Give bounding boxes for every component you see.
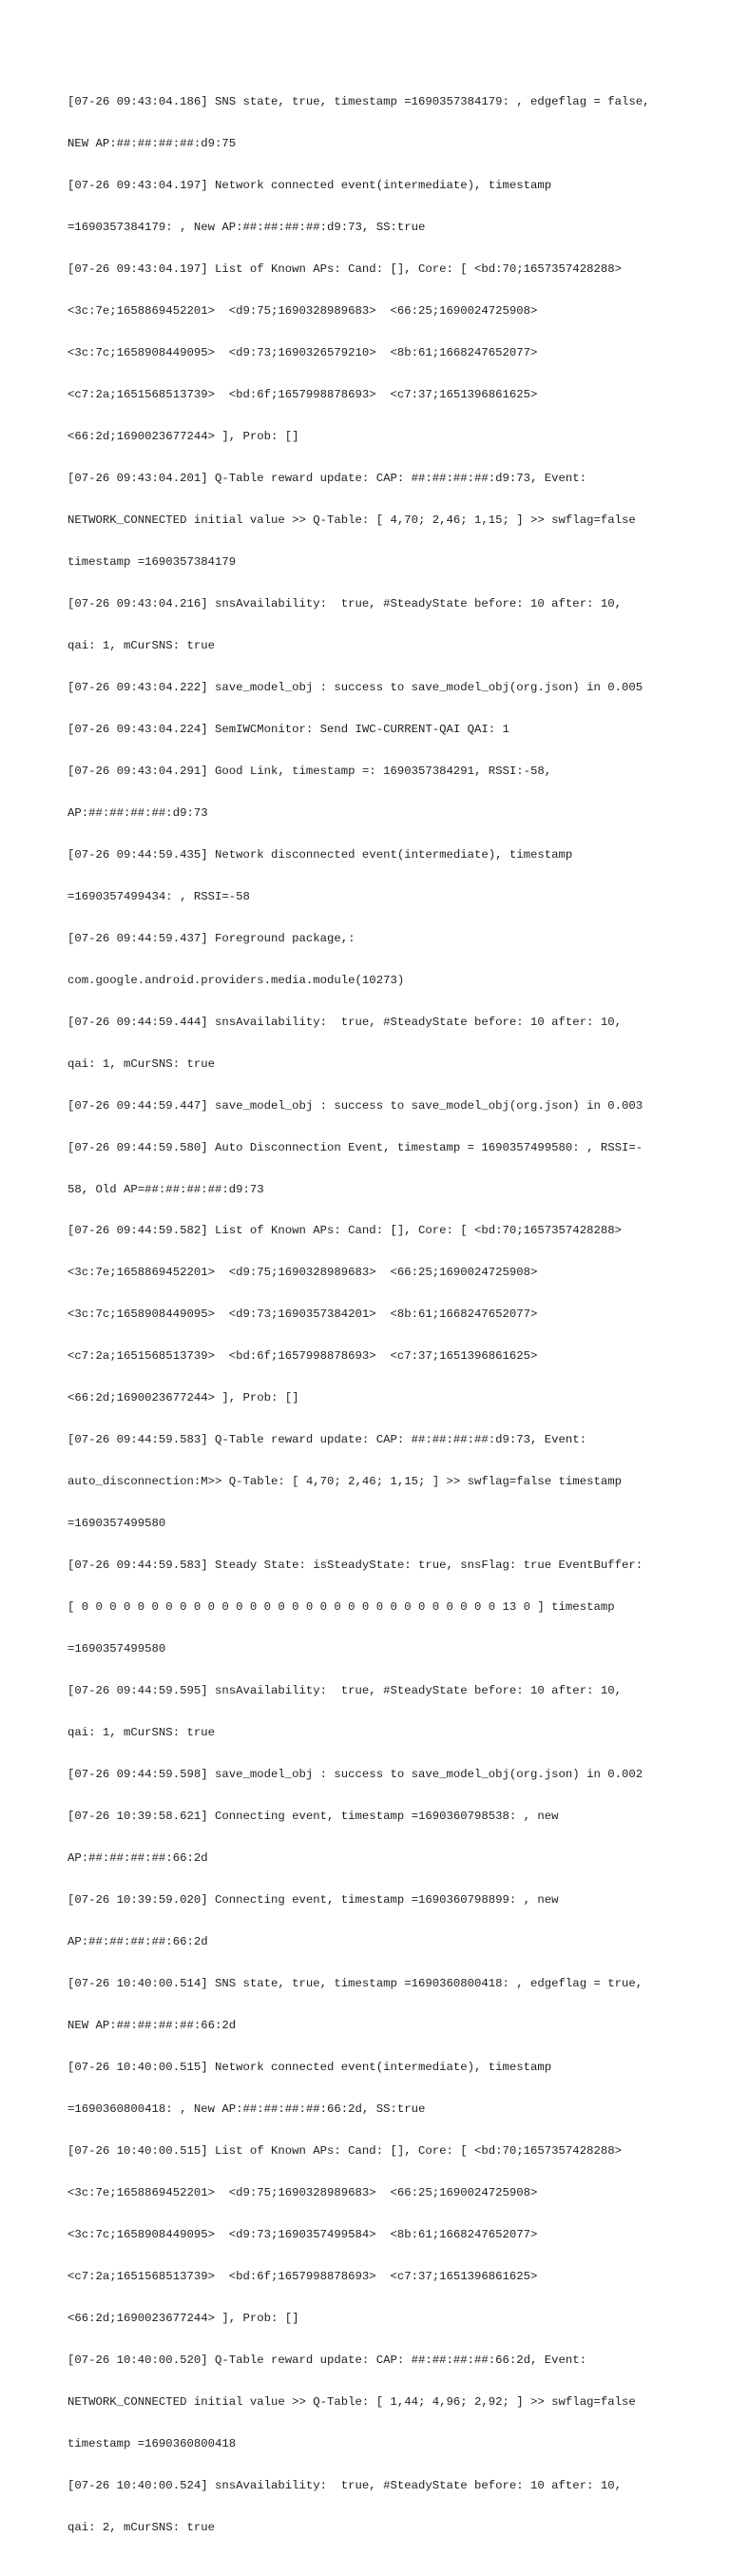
log-line: [07-26 09:44:59.583] Q-Table reward update: CAP: ##:##:##:##:d9:73, Event:	[67, 1433, 587, 1447]
log-line: [ 0 0 0 0 0 0 0 0 0 0 0 0 0 0 0 0 0 0 0 0 0 0 0 0 0 0 0 0 0 0 13 0 ] timestamp	[67, 1600, 615, 1615]
log-line: NEW AP:##:##:##:##:d9:75	[67, 137, 237, 151]
log-line: =1690357499580	[67, 1642, 166, 1656]
log-line: AP:##:##:##:##:66:2d	[67, 1934, 208, 1948]
log-line: <66:2d;1690023677244> ], Prob: []	[67, 1391, 299, 1405]
log-line: [07-26 10:40:00.515] List of Known APs: Cand: [], Core: [ <bd:70;1657357428288>	[67, 2143, 622, 2158]
log-line: timestamp =1690357384179	[67, 554, 237, 569]
log-line: NEW AP:##:##:##:##:66:2d	[67, 2018, 237, 2032]
log-line: [07-26 09:44:59.447] save_model_obj : success to save_model_obj(org.json) in 0.003	[67, 1098, 644, 1113]
log-line: [07-26 09:43:04.222] save_model_obj : success to save_model_obj(org.json) in 0.005	[67, 680, 644, 694]
log-line: qai: 1, mCurSNS: true	[67, 1056, 215, 1071]
log-line: [07-26 09:44:59.582] List of Known APs: Cand: [], Core: [ <bd:70;1657357428288>	[67, 1224, 622, 1238]
log-line: <3c:7e;1658869452201> <d9:75;1690328989683> <66:25;1690024725908>	[67, 1266, 538, 1280]
log-line: qai: 2, mCurSNS: true	[67, 2520, 215, 2534]
log-line: <66:2d;1690023677244> ], Prob: []	[67, 2311, 299, 2325]
log-line: [07-26 09:43:04.291] Good Link, timestamp =: 1690357384291, RSSI:-58,	[67, 764, 552, 778]
log-line: auto_disconnection:M>> Q-Table: [ 4,70; 2,46; 1,15; ] >> swflag=false timestamp	[67, 1475, 622, 1489]
log-line: =1690360800418: , New AP:##:##:##:##:66:2d, SS:true	[67, 2101, 426, 2116]
log-line: NETWORK_CONNECTED initial value >> Q-Table: [ 4,70; 2,46; 1,15; ] >> swflag=false	[67, 513, 636, 527]
log-line: [07-26 09:43:04.186] SNS state, true, timestamp =1690357384179: , edgeflag = false,	[67, 95, 650, 109]
log-line: <3c:7e;1658869452201> <d9:75;1690328989683> <66:25;1690024725908>	[67, 2185, 538, 2199]
log-document	[67, 68, 666, 2576]
log-line: <c7:2a;1651568513739> <bd:6f;1657998878693> <c7:37;1651396861625>	[67, 1349, 538, 1364]
log-line: [07-26 09:44:59.580] Auto Disconnection Event, timestamp = 1690357499580: , RSSI=-	[67, 1140, 644, 1154]
log-line: [07-26 09:44:59.437] Foreground package,:	[67, 931, 355, 945]
log-line: [07-26 09:43:04.197] List of Known APs: Cand: [], Core: [ <bd:70;1657357428288>	[67, 262, 622, 277]
log-line: com.google.android.providers.media.module(10273)	[67, 973, 405, 987]
log-line: =1690357384179: , New AP:##:##:##:##:d9:73, SS:true	[67, 221, 426, 235]
log-line: <c7:2a;1651568513739> <bd:6f;1657998878693> <c7:37;1651396861625>	[67, 2269, 538, 2283]
log-line: [07-26 09:44:59.595] snsAvailability: true, #SteadyState before: 10 after: 10,	[67, 1684, 622, 1698]
log-line: qai: 1, mCurSNS: true	[67, 638, 215, 652]
log-line: [07-26 09:43:04.216] snsAvailability: true, #SteadyState before: 10 after: 10,	[67, 596, 622, 610]
log-line: =1690357499580	[67, 1517, 166, 1531]
log-line: [07-26 09:43:04.201] Q-Table reward update: CAP: ##:##:##:##:d9:73, Event:	[67, 472, 587, 486]
log-line: timestamp =1690360800418	[67, 2436, 237, 2450]
log-line: AP:##:##:##:##:66:2d	[67, 1851, 208, 1865]
log-line: =1690357499434: , RSSI=-58	[67, 889, 250, 903]
log-line: [07-26 09:43:04.224] SemIWCMonitor: Send IWC-CURRENT-QAI QAI: 1	[67, 722, 509, 736]
log-line: [07-26 09:43:04.197] Network connected event(intermediate), timestamp	[67, 179, 552, 193]
log-line: <3c:7e;1658869452201> <d9:75;1690328989683> <66:25;1690024725908>	[67, 304, 538, 319]
log-line: <c7:2a;1651568513739> <bd:6f;1657998878693> <c7:37;1651396861625>	[67, 388, 538, 402]
log-line: AP:##:##:##:##:d9:73	[67, 805, 208, 820]
log-line: NETWORK_CONNECTED initial value >> Q-Table: [ 1,44; 4,96; 2,92; ] >> swflag=false	[67, 2394, 636, 2409]
log-line: qai: 1, mCurSNS: true	[67, 1726, 215, 1740]
log-line: 58, Old AP=##:##:##:##:d9:73	[67, 1182, 264, 1196]
log-line: [07-26 10:39:59.020] Connecting event, timestamp =1690360798899: , new	[67, 1892, 559, 1907]
log-line: [07-26 10:39:58.621] Connecting event, timestamp =1690360798538: , new	[67, 1810, 559, 1824]
log-line: [07-26 10:40:00.520] Q-Table reward update: CAP: ##:##:##:##:66:2d, Event:	[67, 2353, 587, 2367]
log-line: [07-26 09:44:59.444] snsAvailability: true, #SteadyState before: 10 after: 10,	[67, 1015, 622, 1029]
log-line: [07-26 09:44:59.598] save_model_obj : success to save_model_obj(org.json) in 0.002	[67, 1768, 644, 1782]
log-line: [07-26 09:44:59.435] Network disconnected event(intermediate), timestamp	[67, 847, 573, 862]
log-line: [07-26 10:40:00.514] SNS state, true, timestamp =1690360800418: , edgeflag = true,	[67, 1976, 644, 1990]
log-line: <66:2d;1690023677244> ], Prob: []	[67, 430, 299, 444]
log-line: [07-26 10:40:00.524] snsAvailability: true, #SteadyState before: 10 after: 10,	[67, 2478, 622, 2492]
log-line: <3c:7c;1658908449095> <d9:73;1690357384201> <8b:61;1668247652077>	[67, 1307, 538, 1322]
log-line: [07-26 10:40:00.515] Network connected event(intermediate), timestamp	[67, 2060, 552, 2074]
log-line: [07-26 09:44:59.583] Steady State: isSteadyState: true, snsFlag: true EventBuffer:	[67, 1559, 644, 1573]
log-line: <3c:7c;1658908449095> <d9:73;1690326579210> <8b:61;1668247652077>	[67, 346, 538, 360]
log-line: <3c:7c;1658908449095> <d9:73;1690357499584> <8b:61;1668247652077>	[67, 2227, 538, 2241]
